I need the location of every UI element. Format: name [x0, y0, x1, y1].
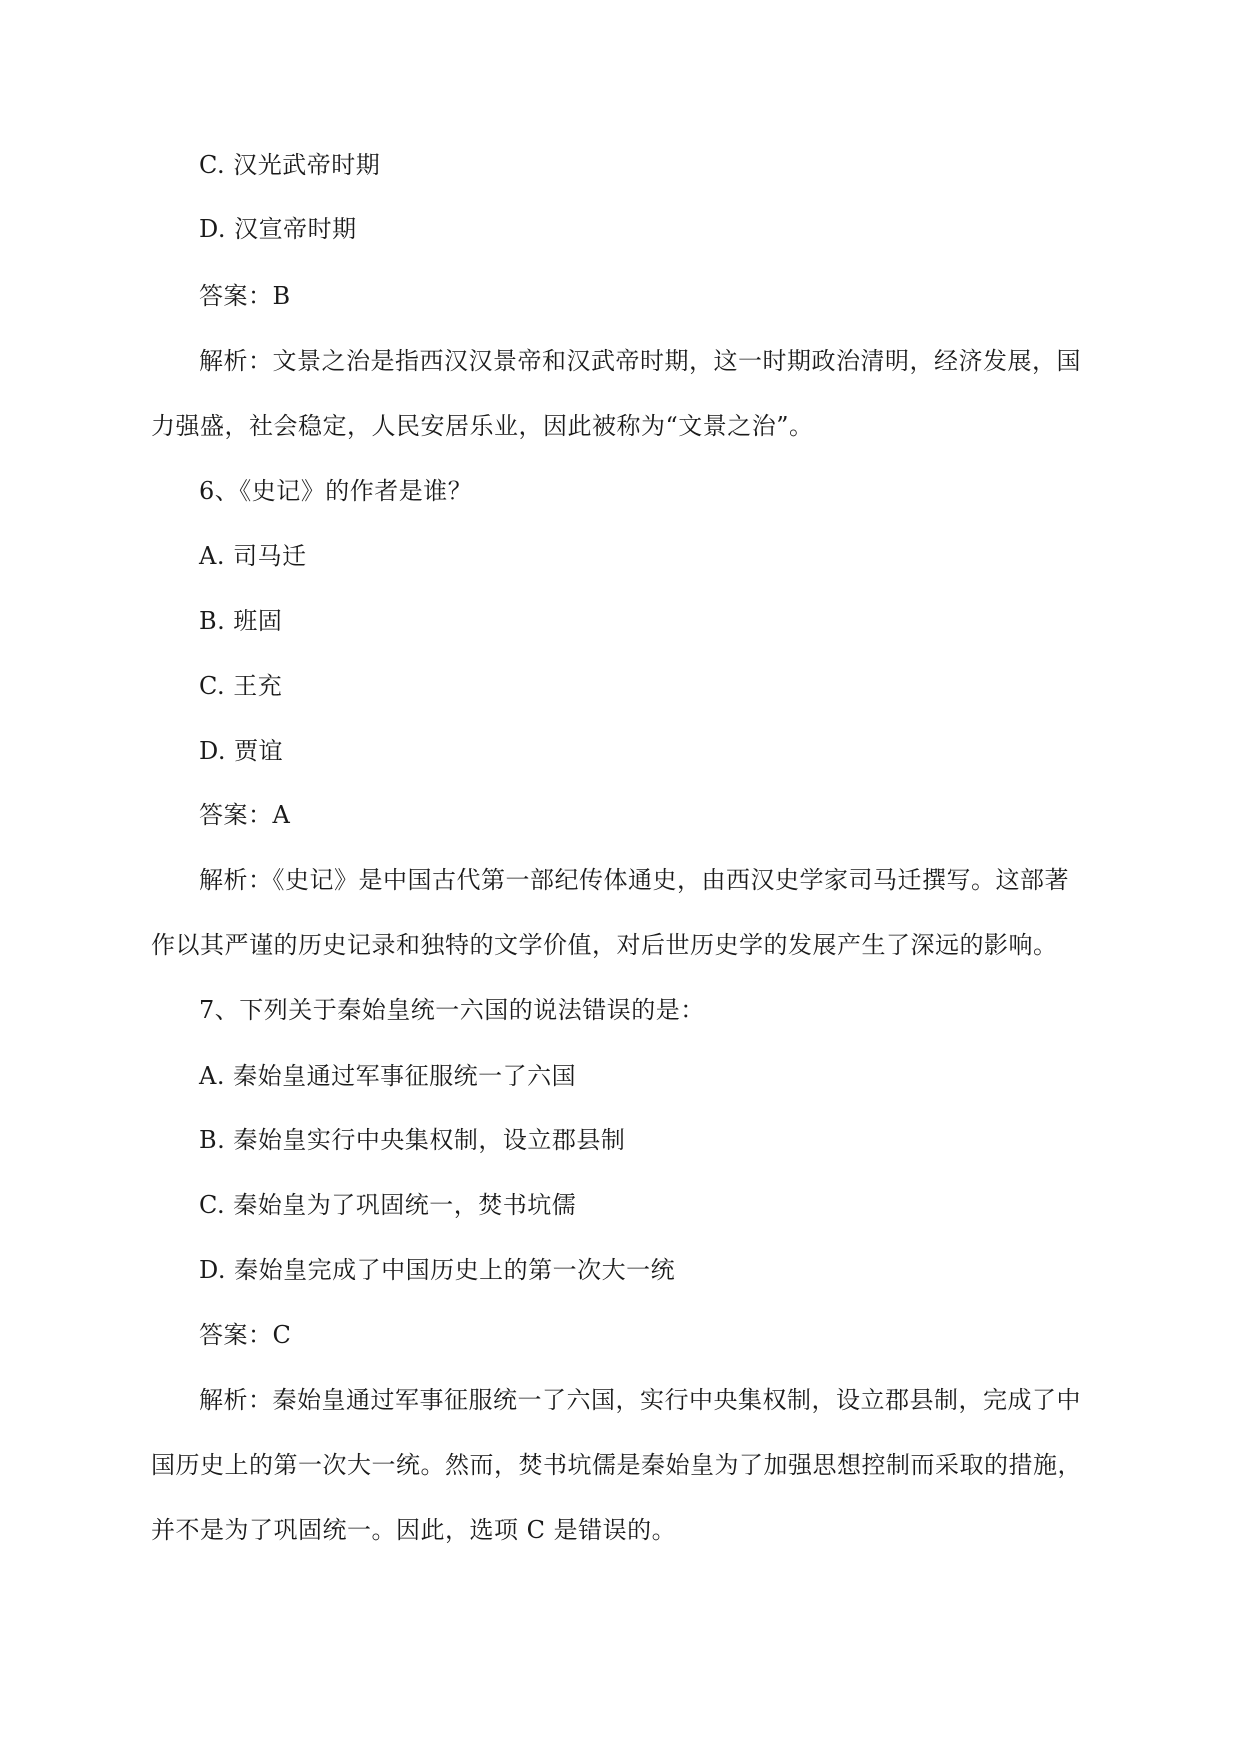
q7-question: 7、下列关于秦始皇统一六国的说法错误的是： — [199, 996, 705, 1024]
q7-option-a: A. 秦始皇通过军事征服统一了六国 — [199, 1062, 577, 1090]
q7-analysis-line-3: 并不是为了巩固统一。因此，选项 C 是错误的。 — [151, 1516, 677, 1544]
q6-option-d: D. 贾谊 — [199, 737, 284, 765]
q5-option-d: D. 汉宣帝时期 — [199, 215, 357, 243]
q5-analysis-line-1: 解析：文景之治是指西汉汉景帝和汉武帝时期，这一时期政治清明，经济发展，国 — [199, 347, 1081, 375]
q7-option-c: C. 秦始皇为了巩固统一，焚书坑儒 — [199, 1191, 577, 1219]
q6-option-c: C. 王充 — [199, 672, 283, 700]
q6-option-b: B. 班固 — [199, 607, 283, 635]
q7-analysis-line-2: 国历史上的第一次大一统。然而，焚书坑儒是秦始皇为了加强思想控制而采取的措施， — [151, 1451, 1082, 1479]
q5-answer: 答案：B — [199, 282, 291, 310]
q6-analysis-line-2: 作以其严谨的历史记录和独特的文学价值，对后世历史学的发展产生了深远的影响。 — [151, 931, 1058, 959]
q7-analysis-line-1: 解析：秦始皇通过军事征服统一了六国，实行中央集权制，设立郡县制，完成了中 — [199, 1386, 1081, 1414]
q5-analysis-line-2: 力强盛，社会稳定，人民安居乐业，因此被称为“文景之治”。 — [151, 412, 814, 440]
q6-option-a: A. 司马迁 — [199, 542, 307, 570]
q5-option-c: C. 汉光武帝时期 — [199, 151, 381, 179]
q7-answer: 答案：C — [199, 1321, 292, 1349]
q6-analysis-line-1: 解析：《史记》是中国古代第一部纪传体通史，由西汉史学家司马迁撰写。这部著 — [199, 866, 1069, 894]
q7-option-d: D. 秦始皇完成了中国历史上的第一次大一统 — [199, 1256, 676, 1284]
q6-question: 6、《史记》的作者是谁？ — [199, 477, 473, 505]
q7-option-b: B. 秦始皇实行中央集权制，设立郡县制 — [199, 1126, 626, 1154]
q6-answer: 答案：A — [199, 801, 291, 829]
